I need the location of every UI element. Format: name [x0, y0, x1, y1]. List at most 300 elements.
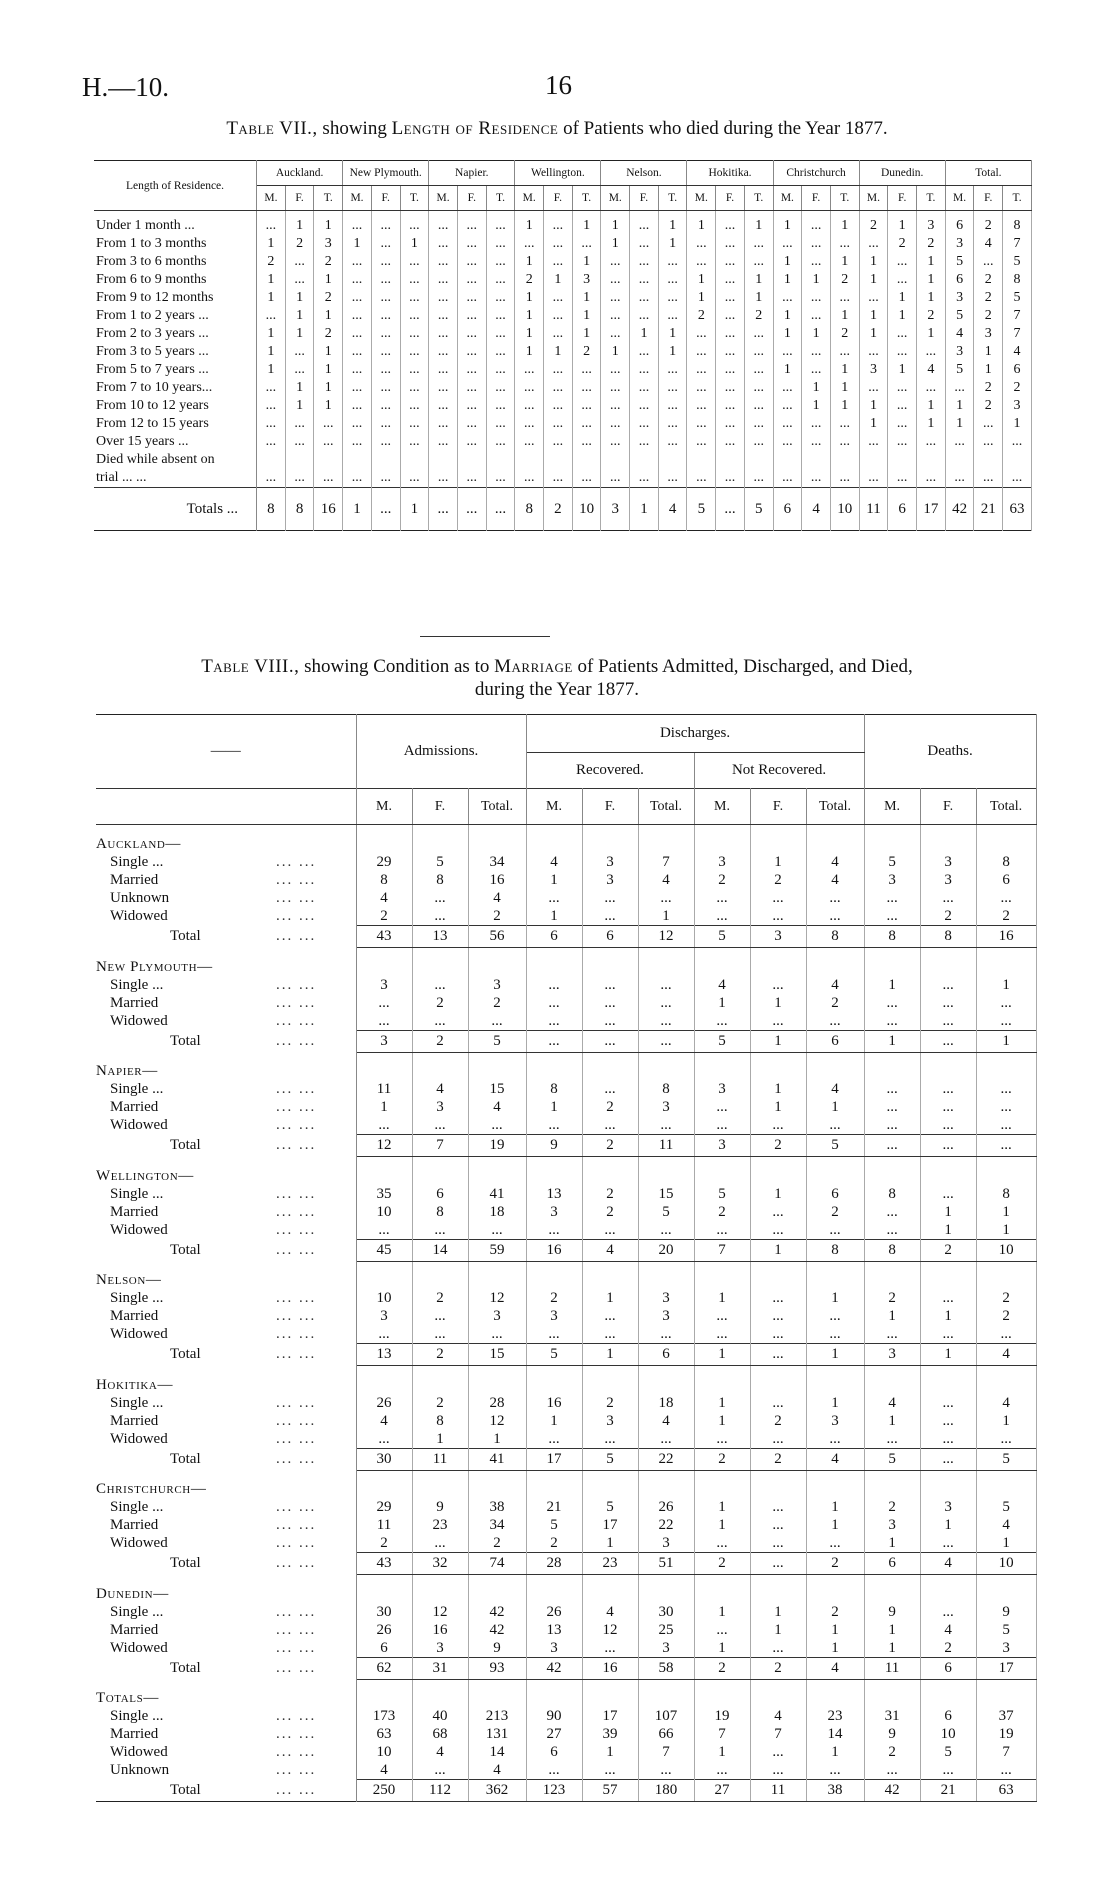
- total-cell: 12: [356, 1135, 412, 1157]
- cell: 1: [572, 307, 601, 325]
- cell: 1: [917, 325, 946, 343]
- row-label: trial ... ...: [94, 469, 257, 488]
- blank-cell: [356, 1261, 412, 1289]
- cell: 18: [638, 1394, 694, 1412]
- cell: 4: [356, 889, 412, 907]
- cell: ...: [429, 415, 458, 433]
- total-cell: 42: [864, 1780, 920, 1802]
- table-row: [94, 253, 1032, 271]
- cell: 4: [917, 361, 946, 379]
- cell: 41: [468, 1185, 526, 1203]
- blank-cell: [976, 1052, 1036, 1080]
- cell: ...: [400, 397, 429, 415]
- cell: ...: [864, 1080, 920, 1098]
- total-cell: 2: [694, 1657, 750, 1679]
- cell: ...: [582, 1012, 638, 1031]
- cell: ...: [744, 469, 773, 488]
- cell: 22: [638, 1516, 694, 1534]
- blank-cell: [412, 1679, 468, 1707]
- cell: [486, 451, 515, 469]
- cell: ...: [976, 1080, 1036, 1098]
- cell: 1: [343, 235, 372, 253]
- cell: ...: [544, 325, 573, 343]
- cell: 9: [976, 1603, 1036, 1621]
- cell: ...: [544, 469, 573, 488]
- row-label: Single ...: [110, 1185, 164, 1202]
- cell: 2: [806, 994, 864, 1012]
- blank-cell: [582, 1157, 638, 1185]
- cell: ...: [638, 976, 694, 994]
- row-label-cell: [96, 1639, 356, 1658]
- total-cell: 63: [976, 1780, 1036, 1802]
- row-label: From 1 to 3 months: [94, 235, 257, 253]
- row-label: Single ...: [110, 1708, 164, 1724]
- cell: ...: [486, 379, 515, 397]
- cell: [601, 451, 630, 469]
- cell: 1: [830, 211, 859, 236]
- cell: ...: [945, 469, 974, 488]
- group-label: New Plymouth—: [96, 948, 356, 976]
- cell: ...: [285, 253, 314, 271]
- table7: [94, 160, 1032, 531]
- cell: 2: [687, 307, 716, 325]
- total-cell: 19: [468, 1135, 526, 1157]
- total-cell: 5: [744, 488, 773, 531]
- cell: ...: [694, 1098, 750, 1116]
- leader-dots: ... ...: [276, 1308, 317, 1324]
- row-label: Married: [110, 1308, 159, 1324]
- cell: 2: [750, 1412, 806, 1430]
- cell: 1: [694, 994, 750, 1012]
- leader-dots: ... ...: [276, 1203, 317, 1220]
- col-subhead: M.: [859, 186, 888, 211]
- cell: ...: [920, 976, 976, 994]
- cell: ...: [526, 1012, 582, 1031]
- cell: 12: [412, 1603, 468, 1621]
- cell: 6: [412, 1185, 468, 1203]
- cell: 6: [945, 271, 974, 289]
- cell: 4: [694, 976, 750, 994]
- row-label: Widowed: [110, 1221, 168, 1238]
- group-label: Wellington—: [96, 1157, 356, 1185]
- total-cell: 7: [694, 1239, 750, 1261]
- total-cell: 180: [638, 1780, 694, 1802]
- blank-cell: [750, 825, 806, 854]
- table8-rowhead: ——: [96, 715, 356, 789]
- cell: ...: [864, 1325, 920, 1344]
- cell: 4: [1003, 343, 1032, 361]
- blank-cell: [468, 825, 526, 854]
- cell: 1: [515, 253, 544, 271]
- cell: ...: [515, 469, 544, 488]
- cell: ...: [429, 379, 458, 397]
- cell: 16: [468, 871, 526, 889]
- table7-rowhead: Length of Residence.: [94, 161, 257, 211]
- total-cell: 45: [356, 1239, 412, 1261]
- cell: ...: [356, 994, 412, 1012]
- cell: 2: [412, 994, 468, 1012]
- cell: 1: [694, 1516, 750, 1534]
- cell: ...: [468, 1325, 526, 1344]
- total-row: [96, 1448, 1036, 1470]
- cell: ...: [544, 235, 573, 253]
- cell: ...: [429, 271, 458, 289]
- cell: ...: [694, 1621, 750, 1639]
- cell: 1: [572, 253, 601, 271]
- row-label-cell: [96, 1394, 356, 1412]
- total-row: [96, 1135, 1036, 1157]
- cell: ...: [864, 907, 920, 926]
- cell: ...: [630, 361, 659, 379]
- cell: ...: [974, 415, 1003, 433]
- cell: ...: [920, 994, 976, 1012]
- cell: 3: [920, 853, 976, 871]
- cell: [773, 451, 802, 469]
- total-cell: 3: [750, 926, 806, 948]
- group-label: Totals—: [96, 1679, 356, 1707]
- table-row: [96, 907, 1036, 926]
- row-label: Married: [110, 1099, 159, 1115]
- cell: ...: [830, 433, 859, 451]
- cell: 1: [630, 325, 659, 343]
- cell: ...: [744, 253, 773, 271]
- total-cell: 21: [974, 488, 1003, 531]
- row-label-cell: [96, 1012, 356, 1031]
- cell: 4: [412, 1743, 468, 1761]
- table8-title: [0, 655, 1114, 679]
- cell: 1: [687, 289, 716, 307]
- cell: ...: [544, 211, 573, 236]
- total-cell: ...: [750, 1553, 806, 1575]
- cell: ...: [343, 271, 372, 289]
- cell: ...: [457, 469, 486, 488]
- cell: 5: [864, 853, 920, 871]
- cell: ...: [371, 235, 400, 253]
- cell: ...: [412, 889, 468, 907]
- cell: ...: [638, 1221, 694, 1240]
- cell: 1: [917, 415, 946, 433]
- cell: ...: [687, 469, 716, 488]
- cell: ...: [802, 235, 831, 253]
- cell: ...: [716, 325, 745, 343]
- cell: 1: [773, 211, 802, 236]
- blank-cell: [806, 825, 864, 854]
- table7-title-rest: of Patients who died during the Year 1877.: [563, 118, 888, 139]
- leader-dots: ... ...: [276, 976, 317, 993]
- leader-dots: ... ...: [276, 872, 317, 888]
- cell: [400, 451, 429, 469]
- table-row: [96, 871, 1036, 889]
- cell: ...: [257, 433, 286, 451]
- blank-cell: [526, 1366, 582, 1394]
- group-row: [96, 1261, 1036, 1289]
- cell: ...: [716, 271, 745, 289]
- cell: ...: [920, 1394, 976, 1412]
- leader-dots: ... ...: [276, 1394, 317, 1411]
- blank-cell: [356, 948, 412, 976]
- cell: ...: [371, 289, 400, 307]
- blank-cell: [638, 1470, 694, 1498]
- total-cell: 5: [976, 1448, 1036, 1470]
- cell: ...: [920, 1412, 976, 1430]
- total-cell: 10: [976, 1553, 1036, 1575]
- cell: [630, 451, 659, 469]
- total-cell: 6: [638, 1344, 694, 1366]
- row-label-cell: [96, 1430, 356, 1449]
- cell: 1: [920, 1203, 976, 1221]
- total-cell: 1: [400, 488, 429, 531]
- cell: 1: [526, 871, 582, 889]
- cell: ...: [582, 907, 638, 926]
- cell: 1: [314, 211, 343, 236]
- blank-cell: [920, 1261, 976, 1289]
- cell: 14: [806, 1725, 864, 1743]
- row-label-cell: [96, 976, 356, 994]
- total-row: [96, 1780, 1036, 1802]
- cell: ...: [486, 307, 515, 325]
- cell: ...: [806, 1534, 864, 1553]
- cell: 1: [945, 397, 974, 415]
- cell: ...: [343, 433, 372, 451]
- cell: ...: [257, 379, 286, 397]
- cell: 1: [830, 379, 859, 397]
- total-cell: ...: [920, 1030, 976, 1052]
- table-row: [94, 289, 1032, 307]
- cell: ...: [285, 343, 314, 361]
- cell: ...: [544, 253, 573, 271]
- cell: ...: [976, 1761, 1036, 1780]
- cell: ...: [864, 1098, 920, 1116]
- inst-header: Dunedin.: [859, 161, 945, 186]
- cell: 2: [864, 1743, 920, 1761]
- blank-cell: [694, 1679, 750, 1707]
- total-cell: 1: [864, 1030, 920, 1052]
- cell: ...: [285, 271, 314, 289]
- total-label-cell: [96, 1553, 356, 1575]
- cell: ...: [773, 379, 802, 397]
- cell: ...: [802, 307, 831, 325]
- cell: 6: [976, 871, 1036, 889]
- cell: 1: [658, 343, 687, 361]
- cell: ...: [486, 235, 515, 253]
- cell: 8: [1003, 271, 1032, 289]
- cell: ...: [343, 361, 372, 379]
- cell: 17: [582, 1707, 638, 1725]
- row-label: Over 15 years ...: [94, 433, 257, 451]
- cell: ...: [976, 1012, 1036, 1031]
- cell: ...: [750, 1394, 806, 1412]
- blank-cell: [750, 1470, 806, 1498]
- cell: ...: [859, 289, 888, 307]
- total-cell: 11: [750, 1780, 806, 1802]
- cell: ...: [412, 1534, 468, 1553]
- cell: ...: [601, 289, 630, 307]
- cell: ...: [658, 379, 687, 397]
- cell: 3: [526, 1639, 582, 1658]
- row-label: Widowed: [110, 1430, 168, 1447]
- cell: ...: [400, 211, 429, 236]
- col-subhead: T.: [486, 186, 515, 211]
- row-label: Died while absent on: [94, 451, 257, 469]
- table8: [96, 714, 1037, 1802]
- inst-header: Wellington.: [515, 161, 601, 186]
- cell: ...: [888, 253, 917, 271]
- blank-cell: [526, 825, 582, 854]
- cell: ...: [257, 211, 286, 236]
- cell: 173: [356, 1707, 412, 1725]
- cell: ...: [716, 415, 745, 433]
- cell: ...: [468, 1116, 526, 1135]
- inst-header: Christchurch: [773, 161, 859, 186]
- table-row: [96, 1185, 1036, 1203]
- total-cell: 11: [638, 1135, 694, 1157]
- cell: 1: [920, 1516, 976, 1534]
- total-cell: 43: [356, 1553, 412, 1575]
- cell: ...: [601, 433, 630, 451]
- inst-header: Auckland.: [257, 161, 343, 186]
- admissions-header: Admissions.: [356, 715, 526, 789]
- cell: [457, 451, 486, 469]
- cell: 5: [976, 1621, 1036, 1639]
- cell: 23: [412, 1516, 468, 1534]
- cell: ...: [429, 289, 458, 307]
- cell: ...: [694, 889, 750, 907]
- cell: 12: [582, 1621, 638, 1639]
- cell: 1: [257, 343, 286, 361]
- cell: ...: [457, 379, 486, 397]
- cell: 30: [638, 1603, 694, 1621]
- cell: 29: [356, 853, 412, 871]
- blank-cell: [920, 1052, 976, 1080]
- cell: ...: [744, 235, 773, 253]
- group-label: Christchurch—: [96, 1470, 356, 1498]
- cell: 4: [526, 853, 582, 871]
- cell: 2: [515, 271, 544, 289]
- cell: ...: [802, 415, 831, 433]
- cell: ...: [920, 1430, 976, 1449]
- cell: 1: [1003, 415, 1032, 433]
- cell: 34: [468, 853, 526, 871]
- cell: 1: [257, 325, 286, 343]
- cell: 1: [750, 1098, 806, 1116]
- cell: 2: [744, 307, 773, 325]
- total-cell: 6: [864, 1553, 920, 1575]
- cell: 25: [638, 1621, 694, 1639]
- cell: ...: [806, 1307, 864, 1325]
- cell: ...: [457, 289, 486, 307]
- cell: 1: [773, 307, 802, 325]
- cell: ...: [400, 271, 429, 289]
- blank-cell: [356, 1679, 412, 1707]
- cell: 1: [806, 1098, 864, 1116]
- cell: ...: [457, 433, 486, 451]
- table-row: [96, 1325, 1036, 1344]
- cell: 1: [802, 397, 831, 415]
- cell: 31: [864, 1707, 920, 1725]
- blank-cell: [694, 1157, 750, 1185]
- cell: ...: [371, 433, 400, 451]
- cell: ...: [601, 271, 630, 289]
- cell: 1: [694, 1639, 750, 1658]
- total-cell: 51: [638, 1553, 694, 1575]
- row-label-cell: [96, 1116, 356, 1135]
- group-row: [96, 1366, 1036, 1394]
- blank-cell: [356, 1052, 412, 1080]
- cell: ...: [257, 469, 286, 488]
- blank-cell: [582, 1679, 638, 1707]
- cell: ...: [486, 361, 515, 379]
- col-subhead: M.: [429, 186, 458, 211]
- leader-dots: ... ...: [276, 1099, 317, 1115]
- cell: ...: [544, 361, 573, 379]
- cell: ...: [356, 1012, 412, 1031]
- cell: ...: [1003, 469, 1032, 488]
- cell: ...: [744, 433, 773, 451]
- cell: 6: [1003, 361, 1032, 379]
- blank-cell: [356, 1366, 412, 1394]
- row-label: Single ...: [110, 1603, 164, 1620]
- cell: 3: [945, 289, 974, 307]
- cell: ...: [694, 1430, 750, 1449]
- cell: 1: [515, 343, 544, 361]
- blank-cell: [638, 1575, 694, 1603]
- cell: ...: [457, 235, 486, 253]
- table-row: [96, 1289, 1036, 1307]
- total-cell: ...: [864, 1135, 920, 1157]
- cell: ...: [687, 325, 716, 343]
- cell: ...: [572, 433, 601, 451]
- group-label: Nelson—: [96, 1261, 356, 1289]
- group-label: Napier—: [96, 1052, 356, 1080]
- cell: ...: [582, 1430, 638, 1449]
- cell: ...: [716, 379, 745, 397]
- cell: ...: [630, 307, 659, 325]
- total-cell: 1: [343, 488, 372, 531]
- table-row: [96, 853, 1036, 871]
- cell: ...: [400, 433, 429, 451]
- cell: ...: [773, 397, 802, 415]
- col-subhead: Total.: [468, 789, 526, 825]
- leader-dots: ... ...: [276, 1603, 317, 1620]
- total-cell: 31: [412, 1657, 468, 1679]
- cell: 1: [694, 1412, 750, 1430]
- cell: ...: [917, 343, 946, 361]
- row-label: Widowed: [110, 1744, 168, 1760]
- cell: ...: [412, 1221, 468, 1240]
- cell: 42: [468, 1621, 526, 1639]
- cell: 2: [974, 211, 1003, 236]
- group-row: [96, 1470, 1036, 1498]
- cell: ...: [864, 1116, 920, 1135]
- cell: ...: [864, 1430, 920, 1449]
- row-label: From 1 to 2 years ...: [94, 307, 257, 325]
- cell: ...: [976, 994, 1036, 1012]
- cell: 2: [572, 343, 601, 361]
- col-subhead: F.: [716, 186, 745, 211]
- cell: 1: [285, 397, 314, 415]
- cell: 1: [976, 1221, 1036, 1240]
- blank-cell: [638, 1679, 694, 1707]
- inst-header: Napier.: [429, 161, 515, 186]
- cell: ...: [582, 1116, 638, 1135]
- blank-cell: [976, 1575, 1036, 1603]
- cell: 2: [356, 1534, 412, 1553]
- page-number: 16: [545, 70, 572, 100]
- cell: 1: [285, 289, 314, 307]
- cell: 8: [412, 1203, 468, 1221]
- total-row: [96, 1239, 1036, 1261]
- total-label: Total: [170, 928, 201, 944]
